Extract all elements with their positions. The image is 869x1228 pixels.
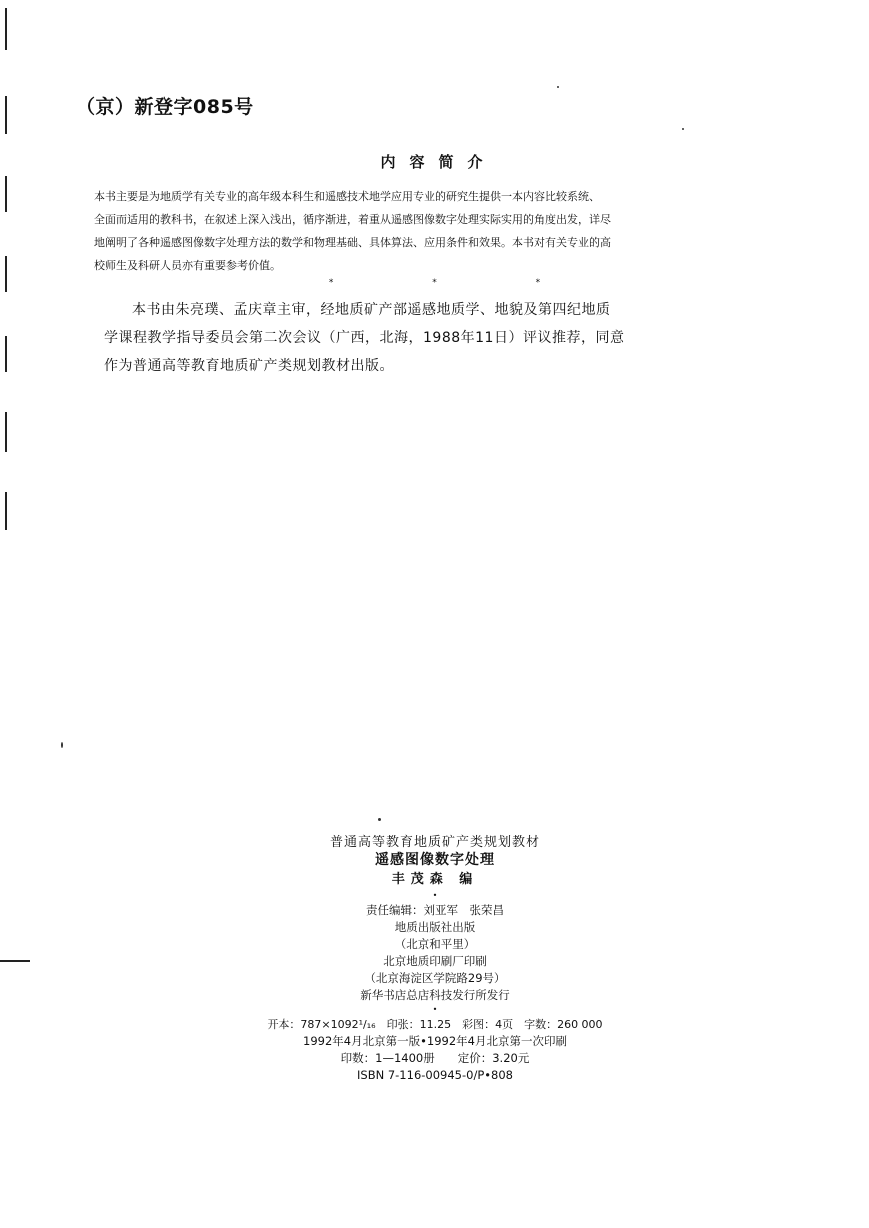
scan-speck (557, 86, 559, 88)
scan-binding-mark (5, 492, 7, 530)
scan-binding-mark (5, 176, 7, 212)
review-paragraph (104, 296, 774, 380)
colophon-dot: • (432, 891, 438, 900)
summary-line: 地阐明了各种遥感图像数字处理方法的数学和物理基础、具体算法、应用条件和效果。本书对有关专业的高 (94, 236, 611, 249)
edition-info: 1992年4月北京第一版•1992年4月北京第一次印刷 (303, 1034, 567, 1048)
series-title: 普通高等教育地质矿产类规划教材 (329, 835, 540, 850)
colophon-dot: • (432, 1005, 438, 1014)
summary-heading: 内容简介 (380, 153, 497, 171)
section-separator: * * * (328, 278, 589, 288)
summary-line: 本书主要是为地质学有关专业的高年级本科生和遥感技术地学应用专业的研究生提供一本内容比较系统、 (94, 190, 600, 203)
scan-speck (682, 128, 684, 130)
scan-binding-mark (5, 412, 7, 452)
registration-number: （京）新登字085号 (76, 96, 254, 118)
printer-address: （北京海淀区学院路29号） (364, 971, 506, 985)
isbn: ISBN 7-116-00945-0/P•808 (357, 1068, 513, 1082)
editor-credit: 丰茂森 编 (391, 872, 479, 887)
printer: 北京地质印刷厂印刷 (383, 954, 487, 968)
scan-dash-mark (0, 960, 30, 962)
format-specs: 开本：787×1092¹/₁₆ 印张：11.25 彩图：4页 字数：260 000 (267, 1018, 603, 1031)
responsible-editors: 责任编辑：刘亚军 张荣昌 (366, 903, 504, 917)
summary-paragraph (94, 185, 782, 277)
distributor: 新华书店总店科技发行所发行 (360, 988, 510, 1002)
review-line: 作为普通高等教育地质矿产类规划教材出版。 (104, 358, 394, 374)
book-title: 遥感图像数字处理 (375, 852, 495, 868)
scan-speck (61, 742, 63, 748)
scan-binding-mark (5, 336, 7, 372)
publisher: 地质出版社出版 (394, 920, 476, 934)
summary-line: 全面而适用的教科书，在叙述上深入浅出，循序渐进，着重从遥感图像数字处理实际实用的角度出发，详尽 (94, 213, 611, 226)
summary-line: 校师生及科研人员亦有重要参考价值。 (94, 259, 281, 272)
colophon (200, 834, 670, 1084)
print-run-and-price: 印数：1—1400册 定价：3.20元 (340, 1051, 530, 1065)
publisher-address: （北京和平里） (394, 937, 476, 951)
scan-speck (378, 818, 381, 821)
review-line: 学课程教学指导委员会第二次会议（广西，北海，1988年11日）评议推荐，同意 (104, 330, 625, 346)
review-line: 本书由朱亮璞、孟庆章主审，经地质矿产部遥感地质学、地貌及第四纪地质 (132, 302, 611, 318)
scan-binding-mark (5, 96, 7, 134)
scan-binding-mark (5, 8, 7, 50)
